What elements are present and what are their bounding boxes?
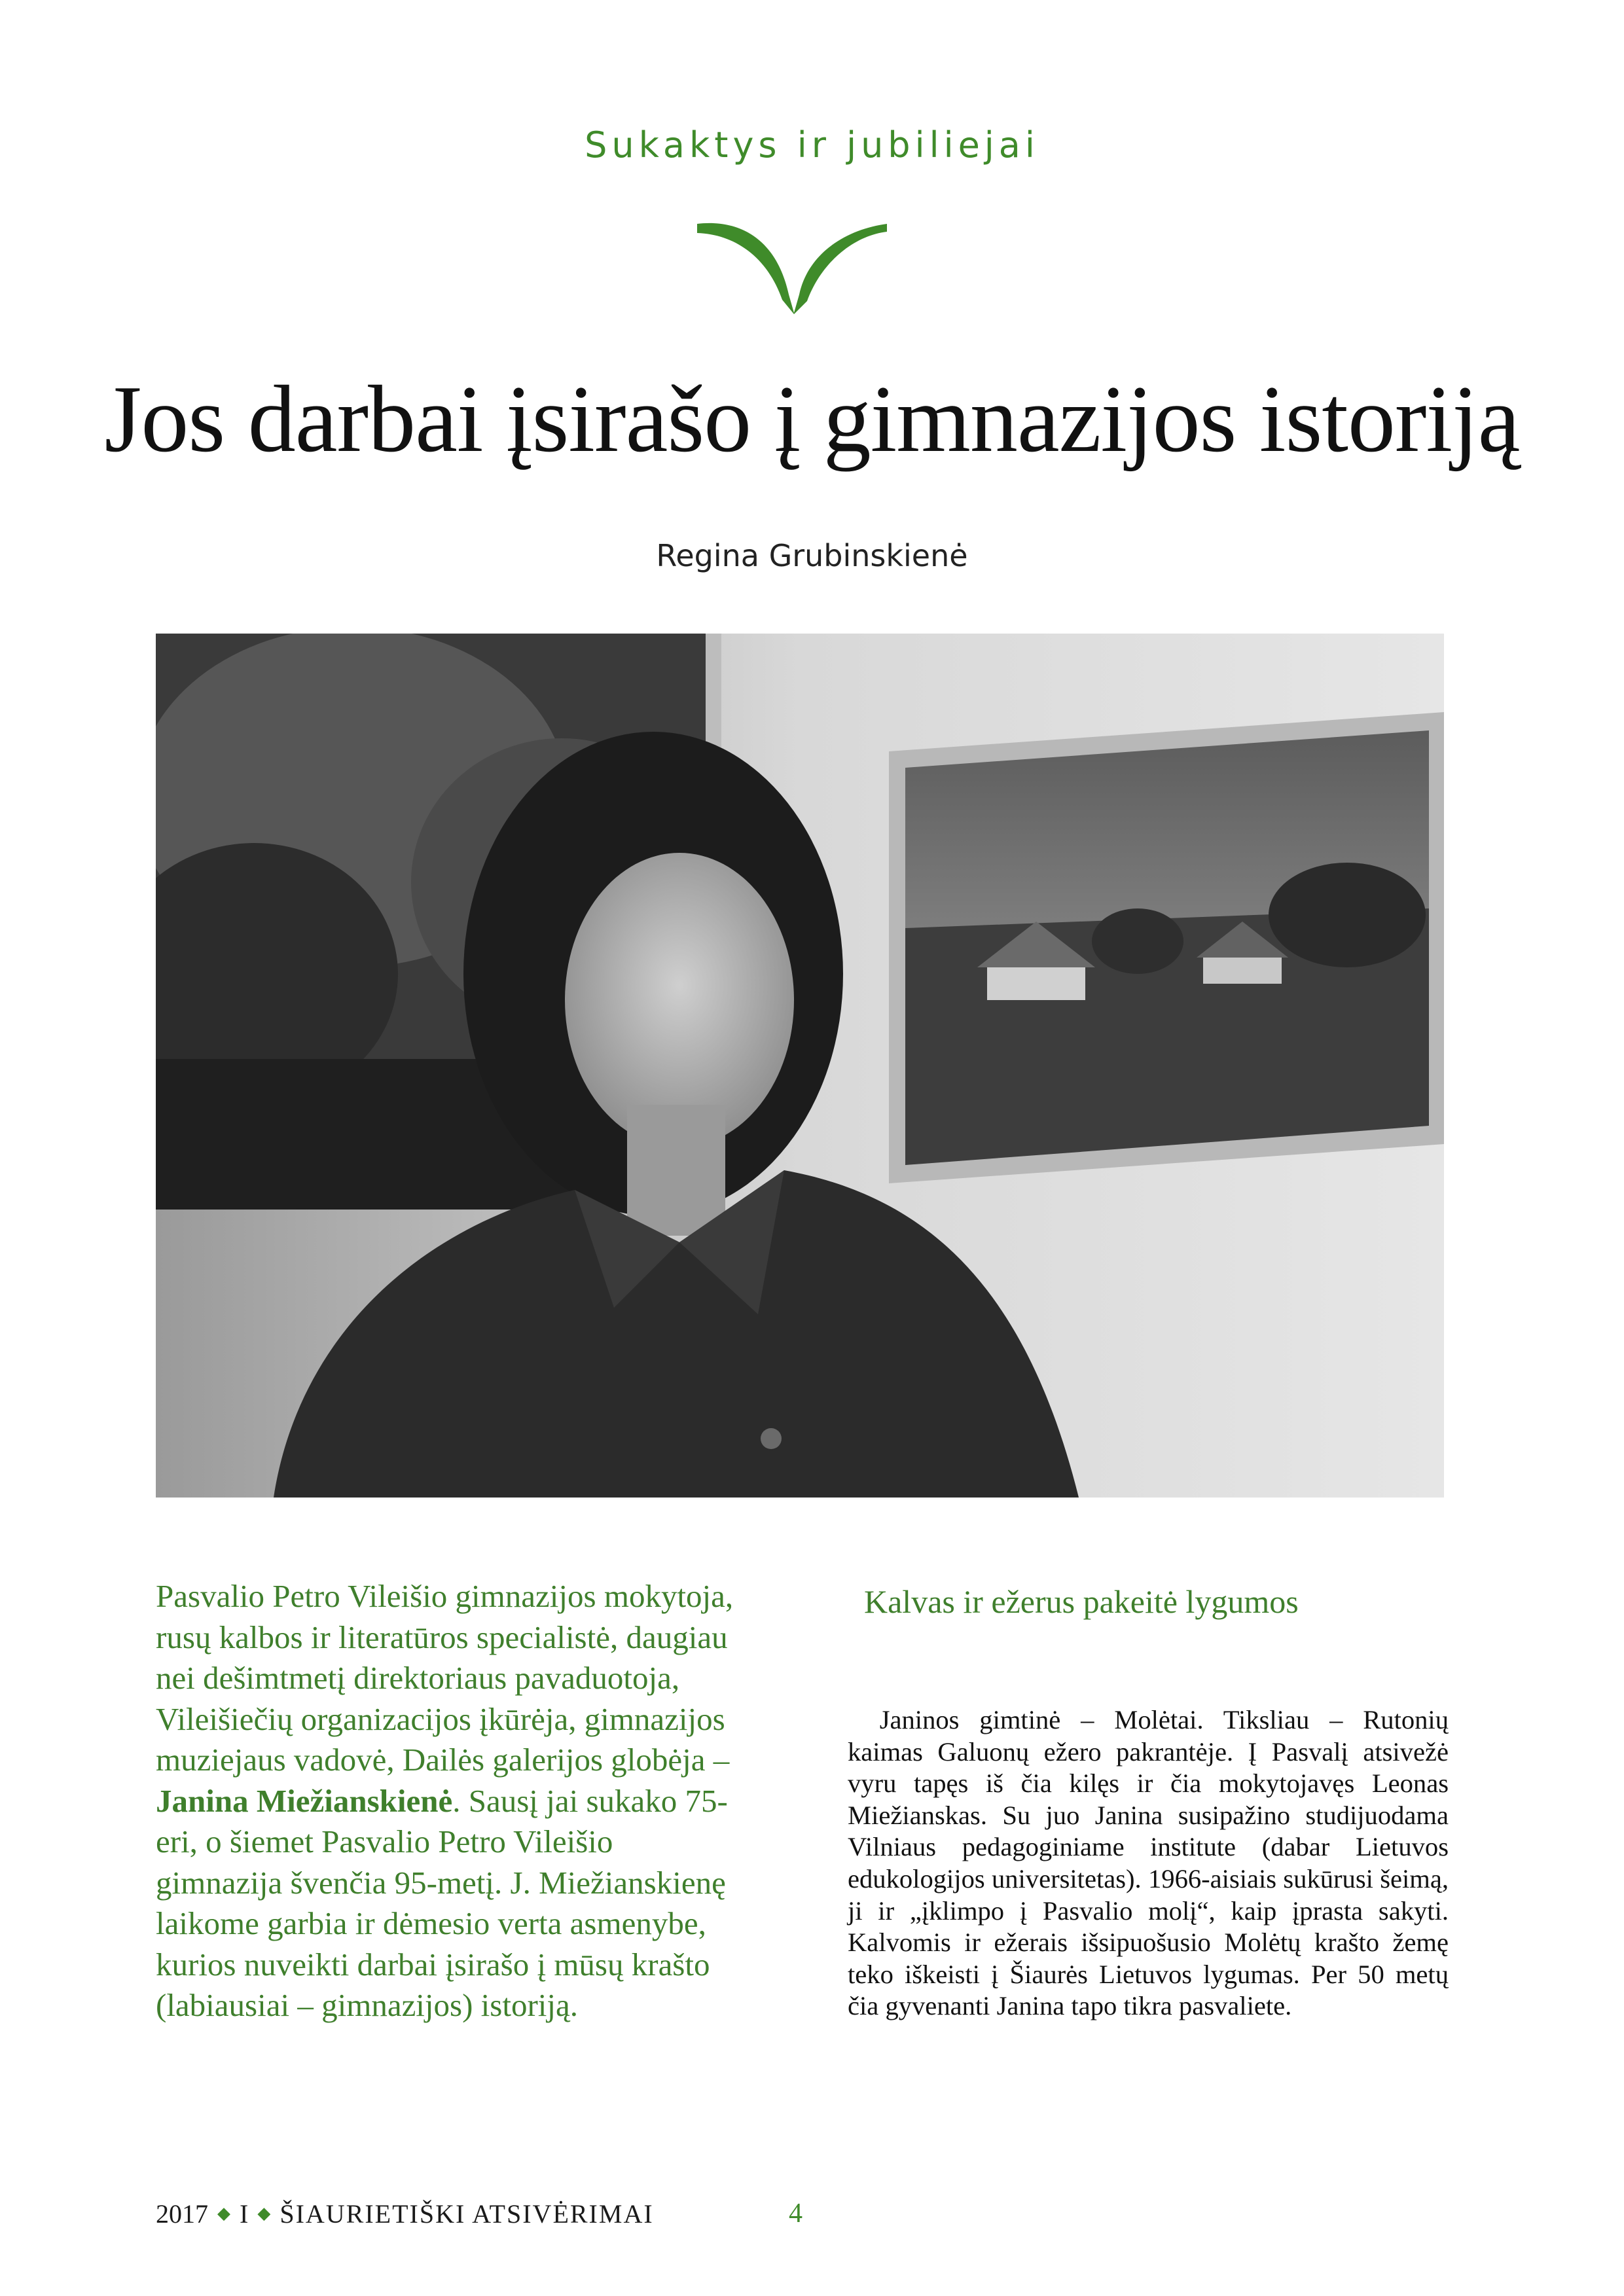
section-label: Sukaktys ir jubiliejai — [585, 124, 1039, 166]
footer-issue: I — [240, 2198, 249, 2229]
footer-journal: ŠIAURIETIŠKI ATSIVĖRIMAI — [280, 2198, 654, 2229]
v-leaf-ornament-icon — [691, 216, 893, 314]
footer — [156, 2194, 654, 2233]
diamond-icon: ◆ — [257, 2204, 271, 2223]
footer-year: 2017 — [156, 2198, 208, 2229]
lead-paragraph — [156, 1576, 745, 2026]
lead-text-part1: Pasvalio Petro Vileišio gimnazijos mokytoja, rusų kalbos ir literatūros specialistė, daugiau nei dešimtmetį direktoriaus pavaduotoja, Vileišiečių organizacijos įkūrėja, gimnazijos muziejaus vadovė, Dailės galerijos globėja – — [156, 1578, 734, 1778]
diamond-icon: ◆ — [217, 2204, 230, 2223]
lead-name-bold: Janina Miežianskienė — [156, 1782, 453, 1819]
article-title: Jos darbai įsirašo į gimnazijos istoriją — [104, 366, 1520, 472]
portrait-photo — [156, 634, 1444, 1498]
body-paragraph: Janinos gimtinė – Molėtai. Tiksliau – Rutonių kaimas Galuonų ežero pakrantėje. Į Pasvalį atsivežė vyru tapęs iš čia kilęs ir čia mokytojavęs Leonas Miežianskas. Su juo Janina susipažino studijuodama Vilniaus pedagoginiame institute (dabar Lietuvos edukologijos universitetas). 1966-aisiais sukūrusi šeimą, ji ir „įklimpo į Pasvalio molį“, kaip įprasta sakyti. Kalvomis ir ežerais išsipuošusio Molėtų krašto žemę teko iškeisti į Šiaurės Lietuvos lygumas. Per 50 metų čia gyvenanti Janina tapo tikra pasvaliete. — [848, 1705, 1449, 2021]
lead-text-part2: . Sausį jai sukako 75-eri, o šiemet Pasvalio Petro Vileišio gimnazija švenčia 95-metį. J. Miežianskienę laikome garbia ir dėmesio verta asmenybe, kurios nuveikti darbai įsirašo į mūsų krašto (labiausiai – gimnazijos) istoriją. — [156, 1782, 728, 2023]
page-number: 4 — [789, 2198, 803, 2229]
section-subheading: Kalvas ir ežerus pakeitė lygumos — [864, 1583, 1299, 1620]
article-author: Regina Grubinskienė — [656, 538, 968, 573]
